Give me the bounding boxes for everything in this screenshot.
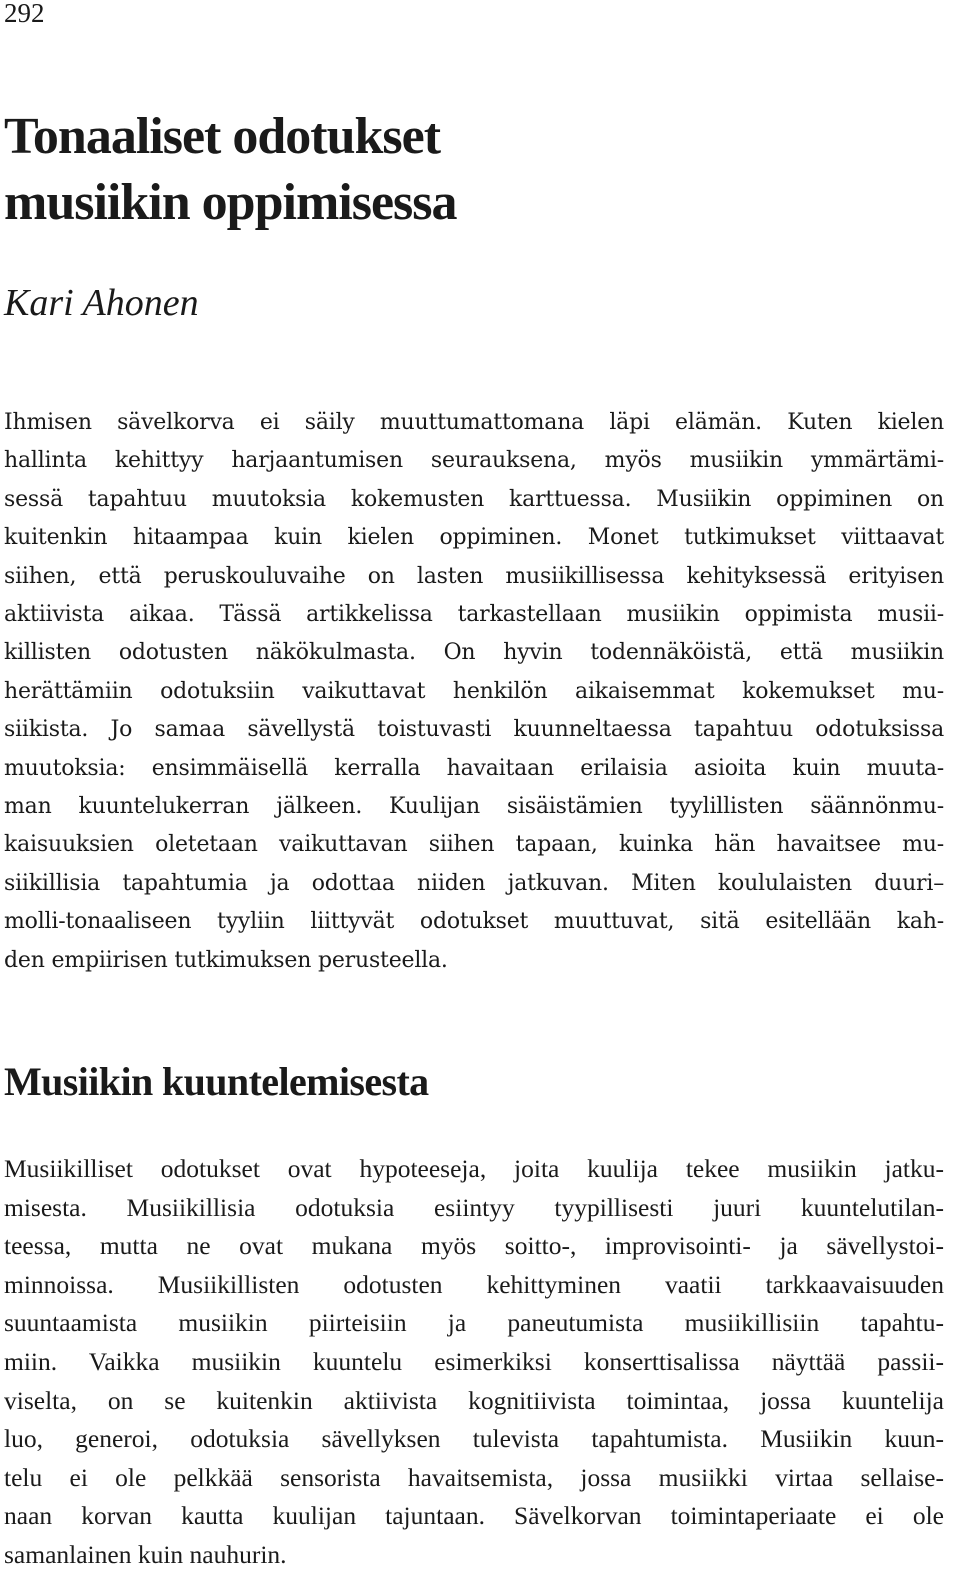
author-name: Kari Ahonen xyxy=(4,282,199,324)
abstract-line: hallinta kehittyy harjaantumisen seurauksena, myös musiikin ymmärtämi- xyxy=(4,448,944,474)
abstract-line: herättämiin odotuksiin vaikuttavat henkilön aikaisemmat kokemukset mu- xyxy=(4,678,944,704)
body-line: suuntaamista musiikin piirteisiin ja paneutumista musiikillisiin tapahtu- xyxy=(4,1308,944,1338)
body-line: minnoissa. Musiikillisten odotusten kehittyminen vaatii tarkkaavaisuuden xyxy=(4,1269,944,1299)
abstract-line: man kuuntelukerran jälkeen. Kuulijan sisäistämien tyylillisten säännönmu- xyxy=(4,794,944,820)
body-line: Musiikilliset odotukset ovat hypoteeseja, joita kuulija tekee musiikin jatku- xyxy=(4,1154,944,1183)
abstract-line: aktiivista aikaa. Tässä artikkelissa tarkastellaan musiikin oppimista musii- xyxy=(4,602,944,628)
body-line: miin. Vaikka musiikin kuuntelu esimerkiksi konserttisalissa näyttää passii- xyxy=(4,1346,944,1376)
page-number: 292 xyxy=(4,0,45,28)
abstract-line: kuitenkin hitaampaa kuin kielen oppiminen. Monet tutkimukset viittaavat xyxy=(4,525,944,551)
abstract-line: molli-tonaaliseen tyyliin liittyvät odotukset muuttuvat, sitä esitellään kah- xyxy=(4,909,944,935)
title-line-1: Tonaaliset odotukset xyxy=(4,108,441,165)
abstract-line: siikillisia tapahtumia ja odottaa niiden jatkuvan. Miten koululaisten duuri– xyxy=(4,870,944,896)
abstract-line: kaisuuksien oletetaan vaikuttavan siihen tapaan, kuinka hän havaitsee mu- xyxy=(4,832,944,858)
body-line: samanlainen kuin nauhurin. xyxy=(4,1539,287,1569)
abstract-line: siihen, että peruskouluvaihe on lasten musiikillisessa kehityksessä erityisen xyxy=(4,563,944,589)
body-line: telu ei ole pelkkää sensorista havaitsemista, jossa musiikki virtaa sellaise- xyxy=(4,1462,944,1492)
abstract-line: killisten odotusten näkökulmasta. On hyvin todennäköistä, että musiikin xyxy=(4,640,944,666)
abstract-line: muutoksia: ensimmäisellä kerralla havaitaan erilaisia asioita kuin muuta- xyxy=(4,755,944,781)
article-title xyxy=(4,104,904,236)
body-paragraph xyxy=(4,1150,944,1575)
body-line: teessa, mutta ne ovat mukana myös soitto-, improvisointi- ja sävellystoi- xyxy=(4,1231,944,1261)
body-line: viselta, on se kuitenkin aktiivista kognitiivista toimintaa, jossa kuuntelija xyxy=(4,1385,944,1415)
abstract-line: siikista. Jo samaa sävellystä toistuvasti kuunneltaessa tapahtuu odotuksissa xyxy=(4,717,944,743)
section-heading: Musiikin kuuntelemisesta xyxy=(4,1059,429,1104)
title-line-2: musiikin oppimisessa xyxy=(4,174,457,231)
body-line: misesta. Musiikillisia odotuksia esiintyy tyypillisesti juuri kuuntelutilan- xyxy=(4,1192,944,1222)
abstract-line: den empiirisen tutkimuksen perusteella. xyxy=(4,947,448,973)
abstract-line: sessä tapahtuu muutoksia kokemusten karttuessa. Musiikin oppiminen on xyxy=(4,486,944,512)
abstract-line: Ihmisen sävelkorva ei säily muuttumattomana läpi elämän. Kuten kielen xyxy=(4,410,944,435)
body-line: luo, generoi, odotuksia sävellyksen tulevista tapahtumista. Musiikin kuun- xyxy=(4,1424,944,1454)
abstract-paragraph xyxy=(4,404,944,980)
body-line: naan korvan kautta kuulijan tajuntaan. Sävelkorvan toimintaperiaate ei ole xyxy=(4,1501,944,1531)
